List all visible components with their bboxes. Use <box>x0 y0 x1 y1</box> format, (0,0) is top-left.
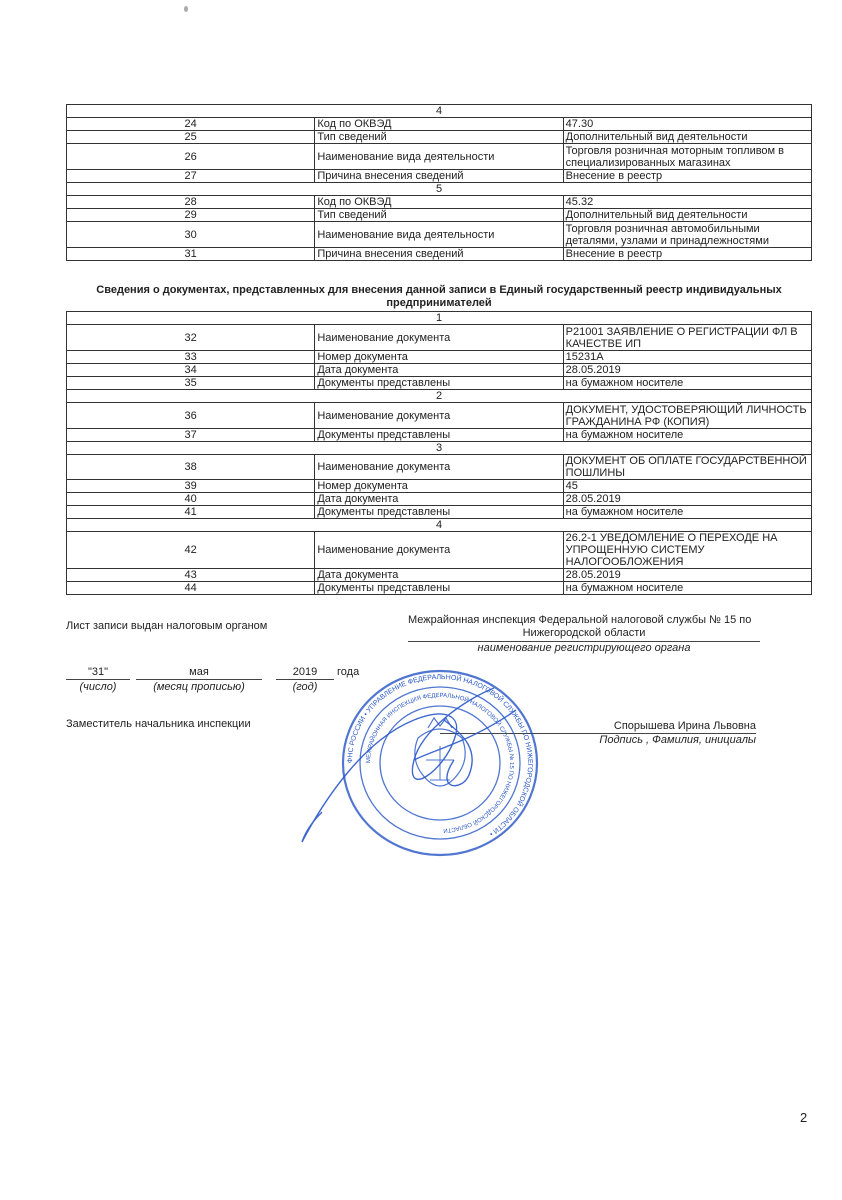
row-value: Внесение в реестр <box>563 248 811 261</box>
row-value: Дополнительный вид деятельности <box>563 131 811 144</box>
section-index: 2 <box>67 390 812 403</box>
row-value: Торговля розничная моторным топливом в специализированных магазинах <box>563 144 811 170</box>
row-number: 24 <box>67 118 315 131</box>
row-label: Документы представлены <box>315 582 563 595</box>
table-row <box>67 248 812 261</box>
row-number: 42 <box>67 532 315 569</box>
authority-name-line1: Межрайонная инспекция Федеральной налоговой службы № 15 по <box>408 614 752 626</box>
page-number: 2 <box>800 1110 808 1125</box>
row-value: 28.05.2019 <box>563 364 811 377</box>
signature-caption: Подпись , Фамилия, инициалы <box>599 734 756 746</box>
row-label: Тип сведений <box>315 131 563 144</box>
row-number: 31 <box>67 248 315 261</box>
row-label: Наименование вида деятельности <box>315 144 563 170</box>
row-value: 15231А <box>563 351 811 364</box>
row-label: Наименование документа <box>315 403 563 429</box>
row-label: Наименование документа <box>315 532 563 569</box>
seal-outer-text: ФНС РОССИИ • УПРАВЛЕНИЕ ФЕДЕРАЛЬНОЙ НАЛОГОВОЙ СЛУЖБЫ ПО НИЖЕГОРОДСКОЙ ОБЛАСТИ • <box>346 673 534 837</box>
authority-caption: наименование регистрирующего органа <box>477 642 691 654</box>
row-value: 28.05.2019 <box>563 493 811 506</box>
section-header-row <box>67 442 812 455</box>
table-row <box>67 364 812 377</box>
seal-inner-text: МЕЖРАЙОННАЯ ИНСПЕКЦИЯ ФЕДЕРАЛЬНОЙ НАЛОГОВОЙ СЛУЖБЫ № 15 ПО НИЖЕГОРОДСКОЙ ОБЛАСТИ <box>365 692 515 833</box>
row-label: Причина внесения сведений <box>315 170 563 183</box>
table-row <box>67 532 812 569</box>
row-number: 27 <box>67 170 315 183</box>
table-row <box>67 196 812 209</box>
date-month: мая <box>189 666 209 678</box>
section-header-row <box>67 183 812 196</box>
row-value: 47.30 <box>563 118 811 131</box>
table-row <box>67 131 812 144</box>
row-number: 43 <box>67 569 315 582</box>
table-row <box>67 493 812 506</box>
documents-table <box>66 311 812 595</box>
row-number: 41 <box>67 506 315 519</box>
row-number: 28 <box>67 196 315 209</box>
signer-position: Заместитель начальника инспекции <box>66 718 251 730</box>
row-label: Номер документа <box>315 480 563 493</box>
table-row <box>67 569 812 582</box>
row-value: 26.2-1 УВЕДОМЛЕНИЕ О ПЕРЕХОДЕ НА УПРОЩЕННУЮ СИСТЕМУ НАЛОГООБЛОЖЕНИЯ <box>563 532 811 569</box>
table-row <box>67 170 812 183</box>
activities-table <box>66 104 812 261</box>
date-year: 2019 <box>292 666 318 678</box>
row-number: 33 <box>67 351 315 364</box>
table-row <box>67 209 812 222</box>
table-row <box>67 429 812 442</box>
year-caption: (год) <box>292 681 318 693</box>
punch-mark <box>182 4 190 14</box>
day-underline <box>66 679 130 680</box>
row-value: Р21001 ЗАЯВЛЕНИЕ О РЕГИСТРАЦИИ ФЛ В КАЧЕСТВЕ ИП <box>563 325 811 351</box>
row-value: 45.32 <box>563 196 811 209</box>
row-number: 37 <box>67 429 315 442</box>
row-label: Наименование документа <box>315 325 563 351</box>
date-day: "31" <box>87 666 109 678</box>
row-number: 40 <box>67 493 315 506</box>
row-value: 28.05.2019 <box>563 569 811 582</box>
table-row <box>67 222 812 248</box>
day-caption: (число) <box>79 681 117 693</box>
row-value: ДОКУМЕНТ ОБ ОПЛАТЕ ГОСУДАРСТВЕННОЙ ПОШЛИНЫ <box>563 455 811 480</box>
row-number: 39 <box>67 480 315 493</box>
section-index: 3 <box>67 442 812 455</box>
section-index: 1 <box>67 312 812 325</box>
section-index: 4 <box>67 519 812 532</box>
section-header-row <box>67 519 812 532</box>
row-label: Наименование документа <box>315 455 563 480</box>
row-number: 38 <box>67 455 315 480</box>
row-label: Дата документа <box>315 569 563 582</box>
handwritten-signature <box>294 680 524 850</box>
section-header-row <box>67 105 812 118</box>
table-row <box>67 351 812 364</box>
table-row <box>67 455 812 480</box>
row-number: 44 <box>67 582 315 595</box>
table-row <box>67 480 812 493</box>
row-number: 25 <box>67 131 315 144</box>
row-label: Код по ОКВЭД <box>315 196 563 209</box>
row-label: Документы представлены <box>315 506 563 519</box>
table-row <box>67 403 812 429</box>
row-value: Внесение в реестр <box>563 170 811 183</box>
section-index: 5 <box>67 183 812 196</box>
table-row <box>67 506 812 519</box>
table-row <box>67 144 812 170</box>
row-label: Документы представлены <box>315 429 563 442</box>
table-row <box>67 118 812 131</box>
row-label: Дата документа <box>315 493 563 506</box>
row-number: 29 <box>67 209 315 222</box>
row-number: 30 <box>67 222 315 248</box>
section-header-row <box>67 312 812 325</box>
row-label: Код по ОКВЭД <box>315 118 563 131</box>
row-value: 45 <box>563 480 811 493</box>
row-value: Дополнительный вид деятельности <box>563 209 811 222</box>
row-value: на бумажном носителе <box>563 582 811 595</box>
row-label: Тип сведений <box>315 209 563 222</box>
row-number: 26 <box>67 144 315 170</box>
section-header-row <box>67 390 812 403</box>
row-value: на бумажном носителе <box>563 429 811 442</box>
table-row <box>67 582 812 595</box>
row-label: Номер документа <box>315 351 563 364</box>
row-value: на бумажном носителе <box>563 377 811 390</box>
row-label: Наименование вида деятельности <box>315 222 563 248</box>
issued-label: Лист записи выдан налоговым органом <box>66 620 268 632</box>
row-number: 35 <box>67 377 315 390</box>
row-value: на бумажном носителе <box>563 506 811 519</box>
row-label: Документы представлены <box>315 377 563 390</box>
month-caption: (месяц прописью) <box>153 681 245 693</box>
row-value: Торговля розничная автомобильными деталями, узлами и принадлежностями <box>563 222 811 248</box>
row-value: ДОКУМЕНТ, УДОСТОВЕРЯЮЩИЙ ЛИЧНОСТЬ ГРАЖДАНИНА РФ (КОПИЯ) <box>563 403 811 429</box>
row-number: 36 <box>67 403 315 429</box>
table-row <box>67 325 812 351</box>
section-index: 4 <box>67 105 812 118</box>
year-suffix: года <box>337 666 360 678</box>
row-label: Дата документа <box>315 364 563 377</box>
row-number: 32 <box>67 325 315 351</box>
signer-name: Спорышева Ирина Львовна <box>613 720 756 732</box>
month-underline <box>136 679 262 680</box>
documents-section-title: Сведения о документах, представленных для внесения данной записи в Единый государственный реестр индивидуальных предпринимателей <box>96 284 782 309</box>
table-row <box>67 377 812 390</box>
authority-name-line2: Нижегородской области <box>522 627 646 639</box>
row-number: 34 <box>67 364 315 377</box>
row-label: Причина внесения сведений <box>315 248 563 261</box>
